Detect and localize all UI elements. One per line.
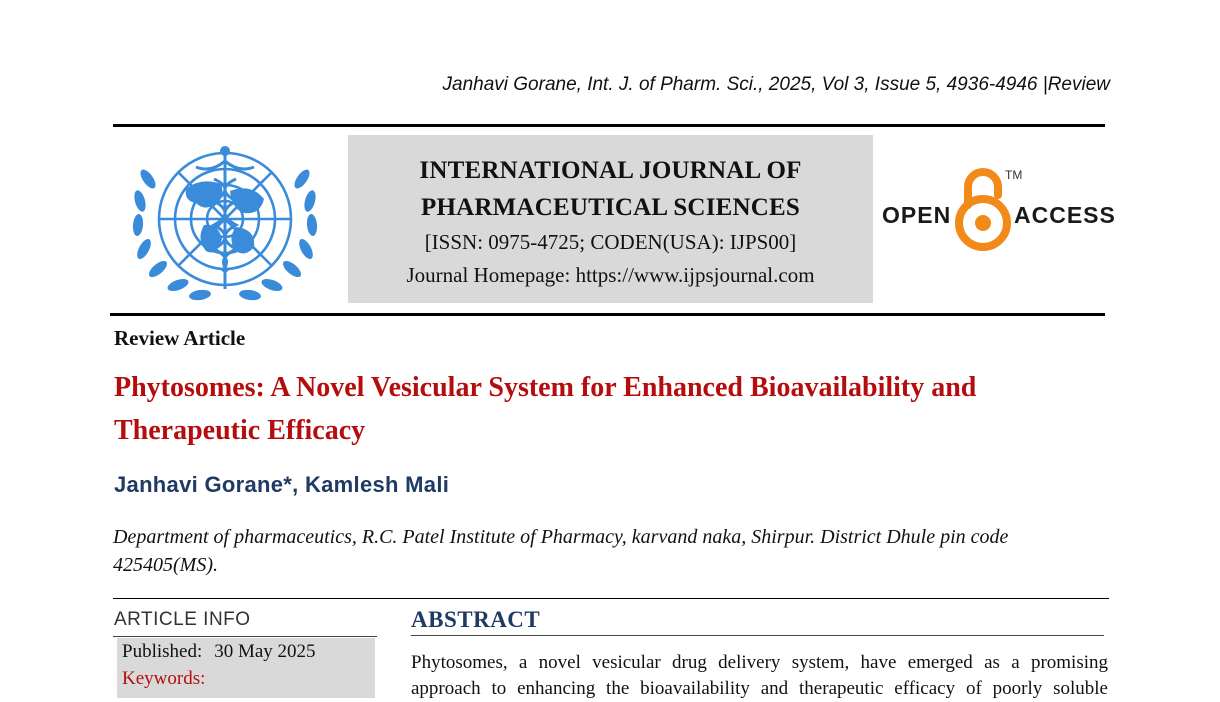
open-access-lock-icon xyxy=(954,165,1012,253)
article-info-rule xyxy=(113,636,377,637)
un-emblem-icon xyxy=(126,139,324,305)
journal-title-line2: PHARMACEUTICAL SCIENCES xyxy=(421,194,800,221)
abstract-rule xyxy=(411,635,1104,636)
published-row xyxy=(122,641,316,663)
abstract-heading: ABSTRACT xyxy=(411,607,541,632)
article-type: Review Article xyxy=(114,326,246,350)
affiliation-line1: Department of pharmaceutics, R.C. Patel Institute of Pharmacy, karvand naka, Shirpur. District Dhule pin code xyxy=(113,526,1009,548)
abstract-text xyxy=(411,650,1108,702)
header-top-rule xyxy=(113,124,1105,127)
header-bottom-rule xyxy=(110,313,1105,316)
article-title xyxy=(114,366,1114,452)
authors: Janhavi Gorane*, Kamlesh Mali xyxy=(114,472,450,497)
affiliation xyxy=(113,523,1113,579)
article-title-line1: Phytosomes: A Novel Vesicular System for Enhanced Bioavailability and xyxy=(114,372,977,403)
published-date: 30 May 2025 xyxy=(214,641,316,662)
open-access-logo xyxy=(878,165,1116,255)
running-header: Janhavi Gorane, Int. J. of Pharm. Sci., 2025, Vol 3, Issue 5, 4936-4946 |Review xyxy=(442,74,1110,95)
keywords-label: Keywords: xyxy=(122,668,206,689)
open-access-word-access: ACCESS xyxy=(1014,202,1116,228)
article-info-heading: ARTICLE INFO xyxy=(114,609,251,630)
journal-homepage: Journal Homepage: https://www.ijpsjournal.com xyxy=(406,263,815,287)
open-access-trademark: TM xyxy=(1005,168,1023,182)
abstract-line2: approach to enhancing the bioavailability and therapeutic efficacy of poorly soluble xyxy=(411,678,1108,699)
section-divider xyxy=(113,598,1109,599)
abstract-line1: Phytosomes, a novel vesicular drug delivery system, have emerged as a promising xyxy=(411,652,1108,673)
journal-masthead xyxy=(348,135,873,303)
article-title-line2: Therapeutic Efficacy xyxy=(114,415,366,446)
open-access-word-open: OPEN xyxy=(882,202,952,228)
affiliation-line2: 425405(MS). xyxy=(113,554,218,576)
published-label: Published: xyxy=(122,641,203,662)
journal-issn: [ISSN: 0975-4725; CODEN(USA): IJPS00] xyxy=(424,230,797,254)
journal-title-line1: INTERNATIONAL JOURNAL OF xyxy=(419,157,802,184)
